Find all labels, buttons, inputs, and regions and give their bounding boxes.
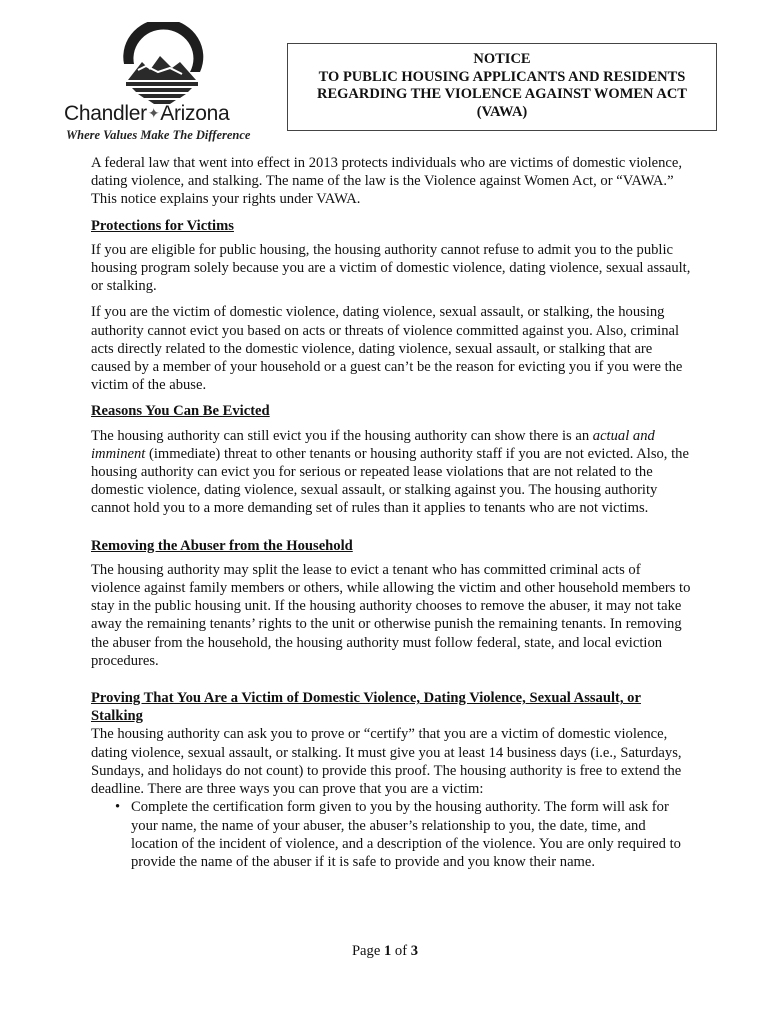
star-icon: ✦ <box>147 105 160 121</box>
italic-text-run: actual and imminent <box>91 427 655 462</box>
chandler-arizona-logo <box>62 22 262 144</box>
notice-title-line: NOTICE <box>473 51 531 67</box>
list-item <box>91 798 691 871</box>
logo-state: Arizona <box>160 102 230 125</box>
bullet-icon: • <box>115 799 121 816</box>
city-seal-icon <box>62 22 262 107</box>
intro-paragraph: A federal law that went into effect in 2013 protects individuals who are victims of domestic violence, dating violence, and stalking. The name of the law is the Violence against Women Act, or “VAWA.” This notice explains your rights under VAWA. <box>91 155 683 208</box>
spacer <box>91 678 691 689</box>
notice-title-line: (VAWA) <box>476 103 528 120</box>
section-heading: Protections for Victims <box>91 217 234 234</box>
page-number: 1 <box>383 943 392 959</box>
notice-title-line: TO PUBLIC HOUSING APPLICANTS AND RESIDENTS <box>318 68 686 85</box>
page-word: Page <box>351 943 381 959</box>
body-paragraph: The housing authority can ask you to prove or “certify” that you are a victim of domestic violence, dating violence, sexual assault, or stalking. It must give you at least 14 business days (i.e., Saturdays, Sundays, and holidays do not count) to provide this proof. The housing authority is free to extend the deadline. There are three ways you can prove that you are a victim: <box>91 726 682 798</box>
spacer <box>91 526 691 537</box>
page-total: 3 <box>410 943 419 959</box>
notice-title-line: REGARDING THE VIOLENCE AGAINST WOMEN ACT <box>317 86 687 102</box>
text-run: (immediate) threat to other tenants or housing authority staff if you are not evicted. Also, the housing authority can evict you for serious or repeated lease violations that are not related to the domestic violence, dating violence, sexual assault, or stalking against you. The housing authority cannot hold you to a more demanding set of rules than it applies to tenants who are not victims. <box>91 445 689 517</box>
body-paragraph <box>91 427 691 518</box>
body-paragraph: The housing authority may split the lease to evict a tenant who has committed criminal acts of violence against family members or others, while allowing the victim and other household members to stay in the public housing unit. If the housing authority chooses to remove the abuser, it may not take away the remaining tenants’ rights to the unit or otherwise punish the remaining tenants. In removing the abuser from the household, the housing authority must follow federal, state, and local eviction procedures. <box>91 561 691 669</box>
logo-tagline: Where Values Make The Difference <box>66 128 251 142</box>
logo-wordmark <box>64 102 264 126</box>
logo-city: Chandler <box>64 102 147 125</box>
notice-title-box <box>287 43 717 131</box>
section-heading: Proving That You Are a Victim of Domestic Violence, Dating Violence, Sexual Assault, or Stalking <box>91 690 641 725</box>
page-footer <box>0 943 770 960</box>
body-paragraph: If you are the victim of domestic violence, dating violence, sexual assault, or stalking, the housing authority cannot evict you based on acts or threats of violence committed against you. Also, criminal acts directly related to the domestic violence, dating violence, sexual assault, or stalking that are caused by a member of your household or a guest can’t be the reason for evicting you if you were the victim of the abuse. <box>91 304 683 394</box>
section-heading: Removing the Abuser from the Household <box>91 537 353 554</box>
body-paragraph: If you are eligible for public housing, the housing authority cannot refuse to admit you to the public housing program solely because you are a victim of domestic violence, dating violence, sexual assault, or stalking. <box>91 241 691 295</box>
text-run: The housing authority can still evict you if the housing authority can show there is an <box>91 427 593 444</box>
notice-body <box>91 154 691 871</box>
of-word: of <box>394 943 408 959</box>
section-heading: Reasons You Can Be Evicted <box>91 403 270 420</box>
list-item-text: Complete the certification form given to you by the housing authority. The form will ask for your name, the name of your abuser, the abuser’s relationship to you, the date, time, and location of the incident of violence, and a description of the violence. You are only required to provide the name of the abuser if it is safe to provide and you know their name. <box>131 799 681 870</box>
proof-options-list <box>91 798 691 871</box>
